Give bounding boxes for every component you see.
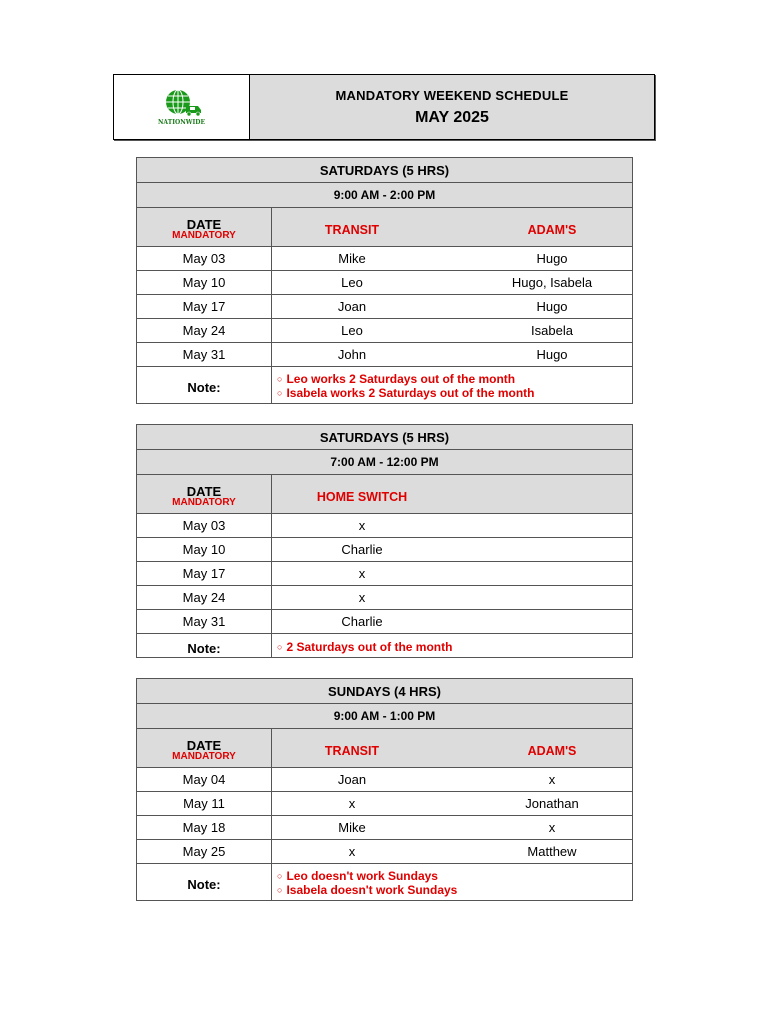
- date-cell: May 31: [137, 610, 272, 634]
- date-cell: May 11: [137, 792, 272, 816]
- table-hours-row: [137, 183, 633, 208]
- note-item: [277, 373, 632, 387]
- table-title: SUNDAYS (4 HRS): [137, 679, 633, 704]
- adams-cell: Hugo, Isabela: [511, 275, 593, 290]
- table-title-row: [137, 158, 633, 183]
- note-text: Isabela works 2 Saturdays out of the month: [286, 386, 535, 400]
- table-row: [137, 538, 633, 562]
- table-row: [137, 343, 633, 367]
- home-switch-cell: x: [358, 590, 366, 605]
- note-body: [272, 367, 633, 404]
- bullet-icon: ○: [277, 885, 283, 895]
- table-row: [137, 768, 633, 792]
- table-hours-row: [137, 450, 633, 475]
- mandatory-label: MANDATORY: [172, 750, 236, 762]
- staff-cell: [272, 271, 633, 295]
- column-header-row: [137, 475, 633, 514]
- staff-cell: [272, 840, 633, 864]
- adams-cell: Matthew: [527, 844, 577, 859]
- logo-label: NATIONWIDE: [157, 119, 206, 126]
- table-title-row: [137, 679, 633, 704]
- note-item: [277, 884, 632, 898]
- date-cell: May 31: [137, 343, 272, 367]
- table-row: [137, 816, 633, 840]
- staff-cell: [272, 514, 633, 538]
- staff-column-headers: [272, 208, 633, 247]
- transit-cell: Mike: [338, 820, 366, 835]
- date-cell: May 04: [137, 768, 272, 792]
- note-label: Note:: [137, 864, 272, 901]
- adams-cell: Jonathan: [525, 796, 579, 811]
- title-cell: [250, 75, 654, 139]
- transit-cell: Leo: [341, 275, 363, 290]
- home-switch-cell: x: [358, 518, 366, 533]
- date-column-header: [137, 729, 272, 768]
- note-row: [137, 634, 633, 658]
- adams-column-header: ADAM'S: [527, 743, 577, 758]
- transit-cell: Leo: [341, 323, 363, 338]
- note-item: [277, 641, 632, 655]
- date-cell: May 10: [137, 538, 272, 562]
- table-row: [137, 610, 633, 634]
- table-row: [137, 562, 633, 586]
- adams-cell: Hugo: [536, 299, 568, 314]
- table-row: [137, 247, 633, 271]
- staff-cell: [272, 247, 633, 271]
- table-row: [137, 840, 633, 864]
- staff-cell: [272, 295, 633, 319]
- staff-cell: [272, 816, 633, 840]
- bullet-icon: ○: [277, 641, 283, 652]
- note-row: [137, 367, 633, 404]
- table-hours-row: [137, 704, 633, 729]
- bullet-icon: ○: [277, 374, 283, 384]
- date-cell: May 17: [137, 295, 272, 319]
- bullet-icon: ○: [277, 388, 283, 398]
- note-text: 2 Saturdays out of the month: [286, 639, 453, 654]
- transit-column-header: TRANSIT: [324, 743, 380, 758]
- page-title: MANDATORY WEEKEND SCHEDULE: [335, 87, 569, 103]
- staff-cell: [272, 562, 633, 586]
- staff-cell: [272, 319, 633, 343]
- table-row: [137, 792, 633, 816]
- note-label: Note:: [137, 634, 272, 658]
- staff-cell: [272, 768, 633, 792]
- saturday-home-switch-table: [136, 424, 633, 658]
- globe-icon: [160, 88, 204, 118]
- date-column-header: [137, 208, 272, 247]
- date-header-label: DATE: [186, 737, 222, 753]
- transit-cell: Mike: [338, 251, 366, 266]
- table-row: [137, 586, 633, 610]
- mandatory-label: MANDATORY: [172, 229, 236, 241]
- staff-cell: [272, 610, 633, 634]
- date-cell: May 17: [137, 562, 272, 586]
- schedule-header: [113, 74, 655, 140]
- note-row: [137, 864, 633, 901]
- sunday-transit-adams-table: [136, 678, 633, 901]
- bullet-icon: ○: [277, 871, 283, 881]
- date-header-label: DATE: [186, 483, 222, 499]
- table-hours: 9:00 AM - 2:00 PM: [137, 183, 633, 208]
- adams-cell: x: [548, 820, 556, 835]
- saturday-transit-adams-table: [136, 157, 633, 404]
- note-body: [272, 864, 633, 901]
- transit-cell: x: [348, 796, 356, 811]
- staff-cell: [272, 538, 633, 562]
- page-month: MAY 2025: [415, 108, 489, 126]
- note-item: [277, 870, 632, 884]
- transit-cell: Joan: [337, 772, 367, 787]
- date-cell: May 24: [137, 319, 272, 343]
- note-text: Leo doesn't work Sundays: [286, 869, 438, 883]
- date-cell: May 25: [137, 840, 272, 864]
- date-column-header: [137, 475, 272, 514]
- date-cell: May 24: [137, 586, 272, 610]
- date-cell: May 18: [137, 816, 272, 840]
- date-header-label: DATE: [186, 216, 222, 232]
- table-title-row: [137, 425, 633, 450]
- table-title: SATURDAYS (5 HRS): [137, 425, 633, 450]
- table-row: [137, 319, 633, 343]
- transit-column-header: TRANSIT: [324, 222, 380, 237]
- note-text: Leo works 2 Saturdays out of the month: [286, 372, 516, 386]
- table-hours: 7:00 AM - 12:00 PM: [137, 450, 633, 475]
- note-item: [277, 387, 632, 401]
- staff-cell: [272, 792, 633, 816]
- nationwide-logo: [158, 88, 205, 126]
- table-row: [137, 271, 633, 295]
- staff-cell: [272, 586, 633, 610]
- home-switch-cell: Charlie: [341, 614, 383, 629]
- staff-column-headers: [272, 475, 633, 514]
- table-row: [137, 514, 633, 538]
- adams-cell: Hugo: [536, 347, 568, 362]
- note-text: Isabela doesn't work Sundays: [286, 883, 458, 897]
- transit-cell: John: [337, 347, 367, 362]
- table-title: SATURDAYS (5 HRS): [137, 158, 633, 183]
- home-switch-column-header: HOME SWITCH: [316, 489, 408, 504]
- home-switch-cell: x: [358, 566, 366, 581]
- date-cell: May 10: [137, 271, 272, 295]
- note-label: Note:: [137, 367, 272, 404]
- note-body: [272, 634, 633, 658]
- table-hours: 9:00 AM - 1:00 PM: [137, 704, 633, 729]
- transit-cell: Joan: [337, 299, 367, 314]
- table-row: [137, 295, 633, 319]
- date-cell: May 03: [137, 247, 272, 271]
- date-cell: May 03: [137, 514, 272, 538]
- home-switch-cell: Charlie: [341, 542, 383, 557]
- mandatory-label: MANDATORY: [172, 496, 236, 508]
- adams-cell: Hugo: [536, 251, 568, 266]
- adams-cell: x: [548, 772, 556, 787]
- adams-column-header: ADAM'S: [527, 222, 577, 237]
- adams-cell: Isabela: [531, 323, 573, 338]
- transit-cell: x: [348, 844, 356, 859]
- logo-cell: [114, 75, 250, 139]
- column-header-row: [137, 729, 633, 768]
- staff-cell: [272, 343, 633, 367]
- column-header-row: [137, 208, 633, 247]
- staff-column-headers: [272, 729, 633, 768]
